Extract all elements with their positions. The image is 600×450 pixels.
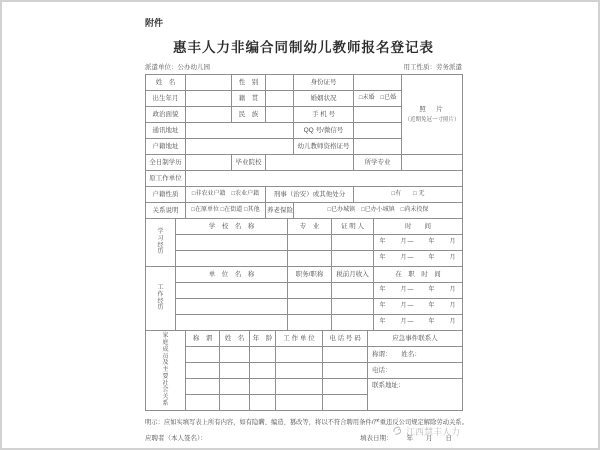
native-place-label: 籍 贯: [232, 91, 266, 107]
family-age-blank-cell: [250, 379, 276, 395]
family-employer-blank-cell: [276, 379, 323, 395]
edu-time-blank-cell: 年 月— 年 月: [374, 235, 463, 251]
table-row: [146, 155, 463, 171]
table-row: [146, 347, 463, 363]
former-employer-blank-cell: [186, 171, 463, 187]
ethnic-blank-cell: [266, 107, 294, 123]
mail-address-blank-cell: [186, 123, 294, 139]
mobile-blank-cell: [354, 107, 402, 123]
relation-label: 关系说明: [146, 203, 186, 219]
family-section-label-text: 家庭成员及主要社会关系: [162, 333, 169, 408]
family-section-label: [146, 331, 186, 411]
education-section-label-text: 学习经历: [157, 228, 164, 256]
family-age-blank-cell: [250, 347, 276, 363]
table-row: [146, 251, 463, 267]
edu-major-blank-cell: [288, 235, 332, 251]
ethnic-label: 民 族: [232, 107, 266, 123]
family-phone-blank-cell: [323, 347, 368, 363]
form-title: 惠丰人力非编合同制幼儿教师报名登记表: [173, 40, 434, 55]
native-place-blank-cell: [266, 91, 294, 107]
family-age-header: 年 龄: [250, 331, 276, 347]
qq-wechat-label: QQ 号/微信号: [294, 123, 354, 139]
family-age-blank-cell: [250, 395, 276, 411]
edu-reference-header: 证 明 人: [332, 219, 374, 235]
edu-reference-blank-cell: [332, 251, 374, 267]
form-note: 明示：应如实填写表上所有内容，如有隐瞒、编造、篡改等，将以不符合聘用条件/严重违反公司规定解除劳动关系。: [145, 419, 468, 426]
major-blank-cell: [402, 155, 463, 171]
registration-form-document: [145, 14, 468, 442]
birth-label: 出生年月: [146, 91, 186, 107]
table-row: [146, 379, 463, 395]
table-row: [146, 363, 463, 379]
family-phone-blank-cell: [323, 379, 368, 395]
table-row: [146, 315, 463, 331]
edu-school-blank-cell: [176, 235, 288, 251]
table-row: [146, 283, 463, 299]
edu-major-blank-cell: [288, 251, 332, 267]
work-employer-blank-cell: [176, 283, 288, 299]
work-salary-blank-cell: [332, 315, 374, 331]
emergency-name-cell: 称谓： 姓名：: [368, 347, 463, 363]
work-position-blank-cell: [288, 299, 332, 315]
family-age-blank-cell: [250, 363, 276, 379]
pension-checkboxes: □已办城镇 □已办小城镇 □尚未投保: [294, 203, 463, 219]
work-salary-header: 税前月收入: [332, 267, 374, 283]
criminal-label: 刑事（治安）或其他处分: [266, 187, 354, 203]
table-row: [146, 171, 463, 187]
id-number-label: 身份证号: [294, 75, 354, 91]
work-position-blank-cell: [288, 315, 332, 331]
dispatch-unit-label: 派遣单位：公办幼儿园: [145, 64, 210, 71]
graduate-school-blank-cell: [266, 155, 354, 171]
education-history-table: [145, 218, 463, 267]
edu-major-header: 专 业: [288, 219, 332, 235]
gender-blank-cell: [266, 75, 294, 91]
edu-reference-blank-cell: [332, 235, 374, 251]
political-label: 政治面貌: [146, 107, 186, 123]
photo-box: [402, 75, 463, 155]
family-employer-blank-cell: [276, 347, 323, 363]
family-phone-blank-cell: [323, 363, 368, 379]
work-section-label-text: 工作经历: [157, 284, 164, 312]
fulltime-edu-label: 全日制学历: [146, 155, 186, 171]
hukou-type-label: 户籍性质: [146, 187, 186, 203]
table-row: [146, 267, 463, 283]
family-name-header: 姓 名: [220, 331, 250, 347]
work-time-blank-cell: 年 月— 年 月: [374, 315, 463, 331]
hukou-address-label: 户籍地址: [146, 139, 186, 155]
name-blank-cell: [186, 75, 232, 91]
hukou-type-checkboxes: □非农业户籍 □农业户籍: [186, 187, 266, 203]
family-phone-blank-cell: [323, 395, 368, 411]
work-time-blank-cell: 年 月— 年 月: [374, 299, 463, 315]
edu-time-blank-cell: 年 月— 年 月: [374, 251, 463, 267]
criminal-checkboxes: □有 □ 无: [354, 187, 463, 203]
emergency-address-cell: 联系地址：: [368, 379, 463, 411]
political-blank-cell: [186, 107, 232, 123]
photo-note: （近期免冠一寸照片）: [404, 117, 460, 124]
work-time-header: 在 职 时 间: [374, 267, 463, 283]
date-blank: 年 月 日: [406, 435, 452, 442]
former-employer-label: 原工作单位: [146, 171, 186, 187]
basic-info-table: [145, 74, 463, 219]
marital-status-label: 婚姻状况: [294, 91, 354, 107]
family-relation-blank-cell: [186, 379, 220, 395]
edu-school-header: 学 校 名 称: [176, 219, 288, 235]
family-name-blank-cell: [220, 363, 250, 379]
work-employer-blank-cell: [176, 299, 288, 315]
mobile-label: 手 机 号: [294, 107, 354, 123]
attachment-label: 附件: [145, 18, 164, 28]
emergency-contact-header: 应急事件联系人: [368, 331, 463, 347]
family-employer-blank-cell: [276, 363, 323, 379]
family-members-table: [145, 330, 463, 411]
family-name-blank-cell: [220, 347, 250, 363]
family-relation-header: 称 谓: [186, 331, 220, 347]
family-name-blank-cell: [220, 379, 250, 395]
family-employer-header: 工 作 单 位: [276, 331, 323, 347]
table-row: [146, 299, 463, 315]
family-relation-blank-cell: [186, 347, 220, 363]
gender-label: 性 别: [232, 75, 266, 91]
work-history-table: [145, 266, 463, 331]
table-row: [146, 187, 463, 203]
edu-time-header: 时 间: [374, 219, 463, 235]
hukou-address-blank-cell: [186, 139, 294, 155]
relation-checkboxes: □在原单位 □在街道 □其他: [186, 203, 266, 219]
family-employer-blank-cell: [276, 395, 323, 411]
work-position-header: 职务/职称: [288, 267, 332, 283]
teacher-cert-label: 幼儿教师资格证号: [294, 139, 354, 155]
marital-checkboxes: □未婚 □已婚: [354, 91, 402, 107]
employment-nature-label: 用工性质：劳务派遣: [403, 64, 462, 71]
family-relation-blank-cell: [186, 395, 220, 411]
work-position-blank-cell: [288, 283, 332, 299]
work-section-label: [146, 267, 176, 331]
major-label: 所学专业: [354, 155, 402, 171]
table-row: [146, 219, 463, 235]
name-label: 姓 名: [146, 75, 186, 91]
birth-blank-cell: [186, 91, 232, 107]
photo-label: 照 片: [419, 105, 445, 113]
work-salary-blank-cell: [332, 299, 374, 315]
qq-wechat-blank-cell: [354, 123, 402, 139]
family-phone-header: 电 话 号 码: [323, 331, 368, 347]
graduate-school-label: 毕业院校: [232, 155, 266, 171]
table-row: [146, 75, 463, 91]
mail-address-label: 通讯地址: [146, 123, 186, 139]
emergency-phone-cell: 电话：: [368, 363, 463, 379]
work-time-blank-cell: 年 月— 年 月: [374, 283, 463, 299]
education-section-label: [146, 219, 176, 267]
teacher-cert-blank-cell: [354, 139, 402, 155]
edu-school-blank-cell: [176, 251, 288, 267]
table-row: [146, 331, 463, 347]
form-subheader: [145, 62, 462, 71]
family-name-blank-cell: [220, 395, 250, 411]
huifeng-logo-icon: [392, 425, 403, 438]
family-relation-blank-cell: [186, 363, 220, 379]
pension-label: 养老保险: [266, 203, 294, 219]
table-row: [146, 203, 463, 219]
table-row: [146, 235, 463, 251]
id-number-blank-cell: [354, 75, 402, 91]
date-label: 填表日期：: [360, 435, 393, 442]
applicant-signature-label: 应聘者（本人签名）：: [145, 435, 207, 442]
fulltime-edu-blank-cell: [186, 155, 232, 171]
work-employer-blank-cell: [176, 315, 288, 331]
watermark-text: 江西慧丰人力: [405, 427, 460, 437]
work-salary-blank-cell: [332, 283, 374, 299]
company-watermark: [392, 425, 460, 438]
work-employer-header: 单 位 名 称: [176, 267, 288, 283]
